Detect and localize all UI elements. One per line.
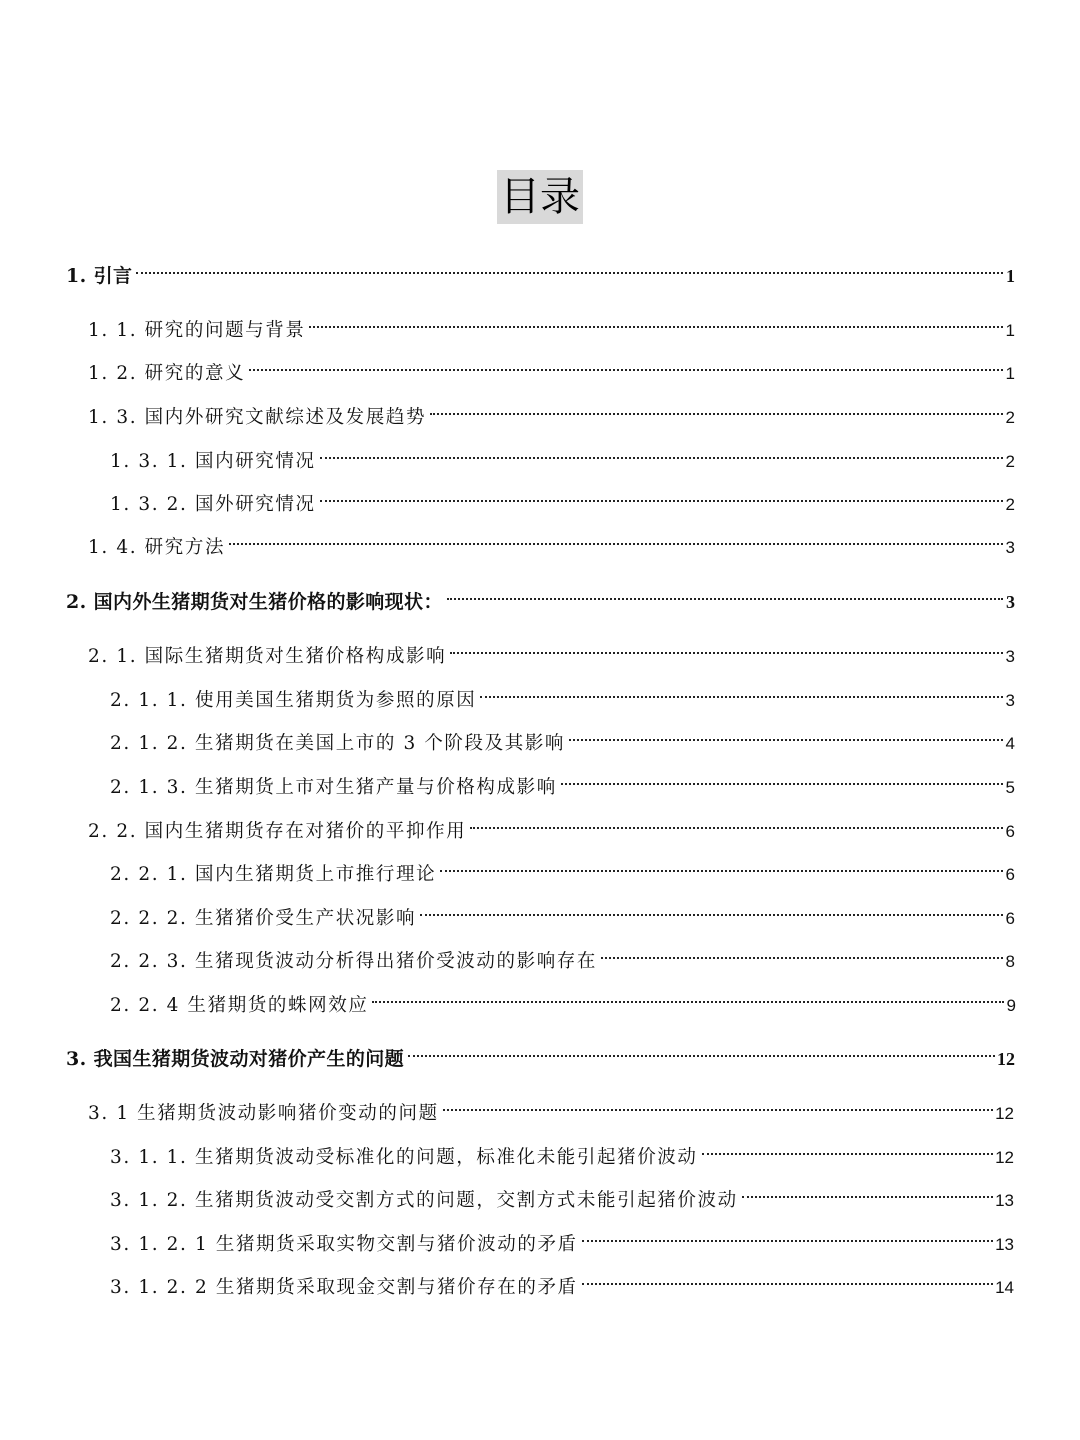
toc-entry-label: 3. 1. 2. 2 生猪期货采取现金交割与猪价存在的矛盾 xyxy=(110,1277,578,1298)
toc-dot-leader xyxy=(443,1089,993,1119)
toc-dot-leader xyxy=(569,719,1003,749)
toc-entry-label: 2. 2. 1. 国内生猪期货上市推行理论 xyxy=(110,864,437,885)
toc-entry-page-number: 8 xyxy=(1005,952,1015,971)
toc-entry-label: 3. 1. 1. 生猪期货波动受标准化的问题，标准化未能引起猪价波动 xyxy=(110,1147,698,1168)
toc-entry-page-number: 6 xyxy=(1005,822,1015,841)
toc-entry[interactable] xyxy=(88,306,1015,341)
toc-entry[interactable] xyxy=(88,393,1015,428)
toc-entry-label: 3. 1 生猪期货波动影响猪价变动的问题 xyxy=(88,1103,439,1124)
toc-entry[interactable] xyxy=(88,523,1015,558)
toc-entry-page-number: 3 xyxy=(1005,691,1015,710)
toc-entry[interactable] xyxy=(66,578,1015,613)
toc-entry-page-number: 13 xyxy=(995,1191,1014,1210)
toc-entry[interactable] xyxy=(110,763,1015,798)
toc-entry-label: 2. 1. 3. 生猪期货上市对生猪产量与价格构成影响 xyxy=(110,777,557,798)
toc-entry-page-number: 12 xyxy=(995,1104,1014,1123)
toc-entry-page-number: 3 xyxy=(1005,647,1015,666)
toc-title-container xyxy=(0,170,1080,224)
toc-entry[interactable] xyxy=(110,437,1015,472)
toc-entry-label: 2. 国内外生猪期货对生猪价格的影响现状： xyxy=(66,591,443,613)
toc-entry[interactable] xyxy=(110,894,1015,929)
toc-dot-leader xyxy=(447,578,1003,608)
toc-dot-leader xyxy=(408,1035,995,1065)
toc-entry-page-number: 3 xyxy=(1006,592,1015,612)
toc-entry-page-number: 14 xyxy=(995,1278,1014,1297)
toc-entry[interactable] xyxy=(110,850,1015,885)
toc-dot-leader xyxy=(582,1220,993,1250)
toc-entry-label: 3. 1. 2. 1 生猪期货采取实物交割与猪价波动的矛盾 xyxy=(110,1234,578,1255)
toc-entry[interactable] xyxy=(110,981,1016,1016)
toc-entry-label: 2. 2. 4 生猪期货的蛛网效应 xyxy=(110,995,369,1016)
toc-entry-page-number: 1 xyxy=(1006,266,1015,286)
toc-entry-page-number: 2 xyxy=(1005,408,1015,427)
toc-dot-leader xyxy=(229,523,1003,553)
toc-entry-label: 2. 1. 2. 生猪期货在美国上市的 3 个阶段及其影响 xyxy=(110,733,566,754)
toc-entry[interactable] xyxy=(110,480,1015,515)
toc-dot-leader xyxy=(420,894,1003,924)
toc-entry-page-number: 2 xyxy=(1005,452,1015,471)
toc-dot-leader xyxy=(702,1133,994,1163)
toc-entry-label: 1. 3. 2. 国外研究情况 xyxy=(110,494,316,515)
toc-entry-label: 3. 我国生猪期货波动对猪价产生的问题 xyxy=(66,1048,405,1070)
toc-entry-label: 2. 2. 2. 生猪猪价受生产状况影响 xyxy=(110,908,417,929)
toc-entry-label: 1. 3. 国内外研究文献综述及发展趋势 xyxy=(88,407,427,428)
toc-entry-label: 2. 1. 国际生猪期货对生猪价格构成影响 xyxy=(88,646,447,667)
toc-dot-leader xyxy=(450,632,1003,662)
toc-entry-page-number: 3 xyxy=(1005,538,1015,557)
toc-entry-label: 1. 1. 研究的问题与背景 xyxy=(88,320,306,341)
toc-entry-page-number: 9 xyxy=(1006,996,1016,1015)
toc-entry[interactable] xyxy=(88,807,1015,842)
toc-dot-leader xyxy=(561,763,1003,793)
toc-dot-leader xyxy=(430,393,1003,423)
toc-entry-page-number: 13 xyxy=(995,1235,1014,1254)
toc-entry[interactable] xyxy=(66,252,1015,287)
toc-dot-leader xyxy=(136,252,1003,282)
toc-entry-label: 2. 2. 3. 生猪现货波动分析得出猪价受波动的影响存在 xyxy=(110,951,597,972)
toc-entry[interactable] xyxy=(110,719,1015,754)
toc-entry-page-number: 1 xyxy=(1005,321,1015,340)
toc-entry-page-number: 5 xyxy=(1005,778,1015,797)
toc-entry-page-number: 6 xyxy=(1005,865,1015,884)
toc-entry-page-number: 6 xyxy=(1005,909,1015,928)
toc-entry-label: 2. 1. 1. 使用美国生猪期货为参照的原因 xyxy=(110,690,477,711)
toc-dot-leader xyxy=(440,850,1003,880)
toc-dot-leader xyxy=(249,349,1003,379)
toc-entry[interactable] xyxy=(66,1035,1015,1070)
toc-entry[interactable] xyxy=(110,1176,1014,1211)
toc-dot-leader xyxy=(470,807,1003,837)
toc-entry[interactable] xyxy=(88,632,1015,667)
toc-entry-label: 1. 4. 研究方法 xyxy=(88,537,226,558)
toc-entry[interactable] xyxy=(110,676,1015,711)
toc-entry-page-number: 1 xyxy=(1005,364,1015,383)
toc-entry[interactable] xyxy=(110,1220,1014,1255)
toc-entry-label: 2. 2. 国内生猪期货存在对猪价的平抑作用 xyxy=(88,821,467,842)
toc-title: 目录 xyxy=(497,170,583,224)
toc-entry[interactable] xyxy=(110,1263,1014,1298)
toc-entry-label: 1. 2. 研究的意义 xyxy=(88,363,246,384)
toc-entry-label: 1. 3. 1. 国内研究情况 xyxy=(110,451,316,472)
toc-entry-label: 3. 1. 2. 生猪期货波动受交割方式的问题，交割方式未能引起猪价波动 xyxy=(110,1190,738,1211)
toc-dot-leader xyxy=(320,437,1003,467)
toc-entry[interactable] xyxy=(88,349,1015,384)
toc-dot-leader xyxy=(309,306,1003,336)
toc-dot-leader xyxy=(582,1263,993,1293)
toc-entry-page-number: 12 xyxy=(995,1148,1014,1167)
toc-dot-leader xyxy=(601,937,1003,967)
toc-entry-label: 1. 引言 xyxy=(66,265,133,287)
toc-dot-leader xyxy=(480,676,1003,706)
toc-entry[interactable] xyxy=(110,1133,1014,1168)
toc-entry[interactable] xyxy=(110,937,1015,972)
toc-dot-leader xyxy=(742,1176,993,1206)
toc-entry-page-number: 2 xyxy=(1005,495,1015,514)
toc-dot-leader xyxy=(372,981,1004,1011)
toc-entry[interactable] xyxy=(88,1089,1014,1124)
toc-entry-page-number: 4 xyxy=(1005,734,1015,753)
toc-dot-leader xyxy=(320,480,1003,510)
toc-entry-page-number: 12 xyxy=(997,1049,1015,1069)
